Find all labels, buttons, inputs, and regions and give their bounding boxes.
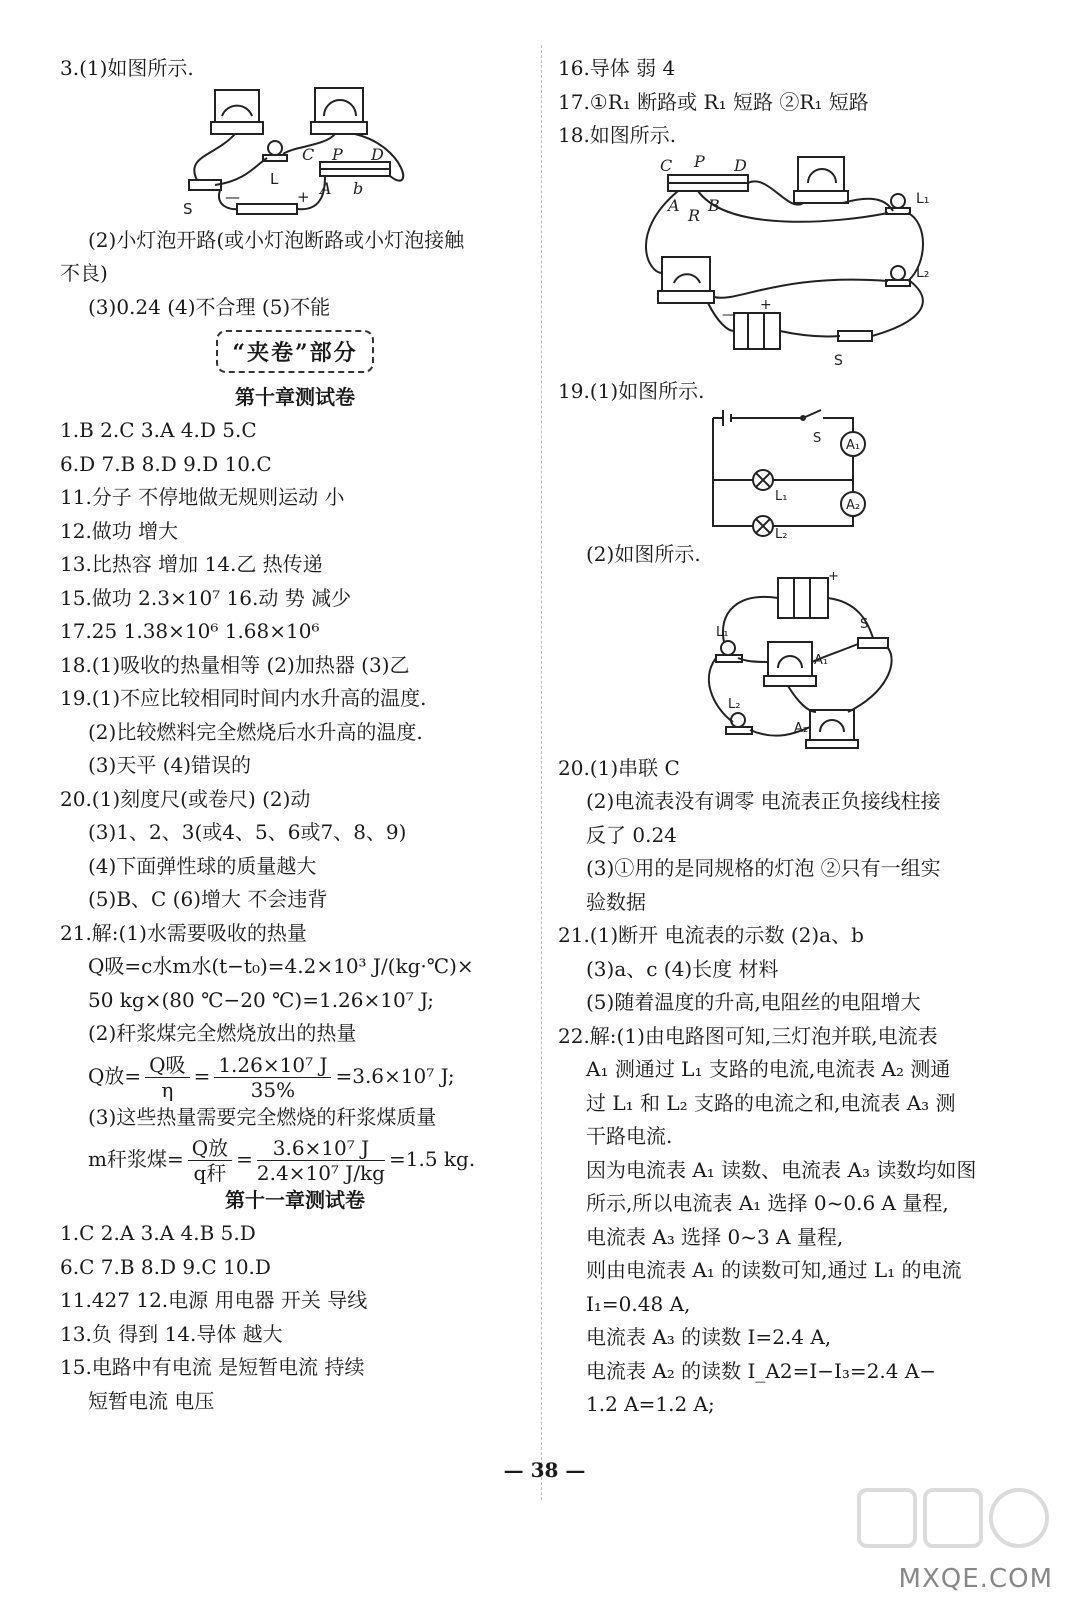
answer-line: 因为电流表 A₁ 读数、电流表 A₃ 读数均如图 bbox=[586, 1157, 977, 1182]
eq2-num2: 3.6×10⁷ J bbox=[257, 1136, 385, 1161]
answer-line: A₁ 测通过 L₁ 支路的电流,电流表 A₂ 测通 bbox=[586, 1057, 951, 1081]
ch10-line: 11.分子 不停地做无规则运动 小 bbox=[60, 485, 345, 509]
q18-label-plus: + bbox=[760, 296, 772, 313]
answer-17: 17.①R₁ 断路或 R₁ 短路 ②R₁ 短路 bbox=[558, 89, 869, 114]
chapter11-title: 第十一章测试卷 bbox=[225, 1188, 365, 1212]
right-column bbox=[558, 52, 1028, 1422]
answer-line: 20.(1)串联 C bbox=[558, 755, 680, 780]
q3-label-a: A bbox=[320, 178, 332, 198]
ch10-line: (3)天平 (4)错误的 bbox=[88, 753, 252, 777]
answer-line: 电流表 A₃ 的读数 I=2.4 A, bbox=[586, 1325, 832, 1349]
q3-label-b: b bbox=[353, 178, 364, 198]
q19-label-l2: L₂ bbox=[775, 527, 788, 538]
section-banner-wrap bbox=[60, 324, 530, 381]
eq1-rhs: =3.6×10⁷ J; bbox=[335, 1063, 455, 1088]
q3-heading: 3.(1)如图所示. bbox=[60, 56, 194, 80]
ch11-line: 13.负 得到 14.导体 越大 bbox=[60, 1321, 283, 1346]
q18-label-d: D bbox=[734, 155, 747, 175]
ammeter-icon bbox=[315, 88, 363, 122]
q3-circuit-figure bbox=[175, 86, 415, 224]
answer-line: (3)①用的是同规格的灯泡 ②只有一组实 bbox=[586, 856, 941, 880]
ch11-line: 1.C 2.A 3.A 4.B 5.D bbox=[60, 1221, 256, 1245]
q3-label-c: C bbox=[302, 144, 315, 164]
eq1-num1: Q吸 bbox=[145, 1053, 189, 1078]
q19-label-a2: A₂ bbox=[846, 498, 861, 513]
ch11-line: 6.C 7.B 8.D 9.C 10.D bbox=[60, 1254, 271, 1279]
answer-line: (5)随着温度的升高,电阻丝的电阻增大 bbox=[586, 990, 921, 1014]
ammeter-a2-icon bbox=[810, 710, 854, 740]
switch-icon bbox=[838, 331, 872, 341]
equation-mass bbox=[60, 1134, 530, 1184]
q19b-label-s: S bbox=[860, 616, 869, 632]
ch10-line: (5)B、C (6)增大 不会违背 bbox=[88, 887, 328, 911]
ch10-line: (4)下面弹性球的质量越大 bbox=[88, 853, 317, 878]
answer-line: 验数据 bbox=[586, 889, 646, 914]
ch10-line: (2)秆浆煤完全燃烧放出的热量 bbox=[88, 1021, 357, 1045]
battery-icon bbox=[237, 204, 297, 214]
eq2-mid: = bbox=[236, 1147, 253, 1171]
q18-label-minus: — bbox=[722, 306, 736, 323]
ch11-line: 11.427 12.电源 用电器 开关 导线 bbox=[60, 1288, 368, 1312]
answer-line: 21.(1)断开 电流表的示数 (2)a、b bbox=[558, 923, 864, 947]
ch10-line: 20.(1)刻度尺(或卷尺) (2)动 bbox=[60, 786, 311, 811]
ch11-line: 短暂电流 电压 bbox=[88, 1388, 215, 1413]
watermark-text: MXQE.COM bbox=[898, 1564, 1053, 1594]
ch10-line: 15.做功 2.3×10⁷ 16.动 势 减少 bbox=[60, 585, 352, 610]
ch10-line: 21.解:(1)水需要吸收的热量 bbox=[60, 920, 307, 945]
q19-circuit-diagram bbox=[703, 408, 883, 538]
q18-label-r: R bbox=[688, 205, 701, 225]
answer-19-part1: 19.(1)如图所示. bbox=[558, 378, 705, 403]
answer-line: 1.2 A=1.2 A; bbox=[586, 1392, 715, 1416]
q18-label-p: P bbox=[694, 152, 705, 171]
answer-line: 电流表 A₃ 选择 0~3 A 量程, bbox=[586, 1224, 844, 1249]
eq2-den1: q秆 bbox=[193, 1161, 227, 1185]
q3-label-minus: — bbox=[225, 187, 240, 206]
q18-label-l2: L₂ bbox=[916, 264, 930, 281]
q3-label-p: P bbox=[332, 144, 343, 164]
q3-label-l: L bbox=[270, 169, 279, 188]
left-column bbox=[60, 52, 530, 1418]
eq1-mid: = bbox=[193, 1063, 211, 1088]
ch10-line: 18.(1)吸收的热量相等 (2)加热器 (3)乙 bbox=[60, 652, 410, 677]
answer-line: I₁=0.48 A, bbox=[586, 1291, 691, 1316]
bulb-l2-icon bbox=[731, 713, 745, 727]
section-banner: “夹卷”部分 bbox=[216, 330, 373, 373]
eq2-num1: Q放 bbox=[188, 1136, 232, 1161]
eq1-num2: 1.26×10⁷ J bbox=[214, 1053, 331, 1078]
q3-label-d: D bbox=[371, 144, 384, 164]
ch10-line: 50 kg×(80 ℃−20 ℃)=1.26×10⁷ J; bbox=[88, 987, 435, 1012]
eq1-den1: η bbox=[161, 1077, 174, 1102]
column-divider bbox=[541, 45, 542, 1500]
q19b-label-a2: A₂ bbox=[794, 720, 809, 736]
ch10-q21-part3: (3)这些热量需要完全燃烧的秆浆煤质量 bbox=[88, 1104, 437, 1129]
q19-label-s: S bbox=[813, 431, 822, 446]
ch10-line: 12.做功 增大 bbox=[60, 518, 179, 543]
q18-label-s: S bbox=[834, 352, 843, 369]
q3-label-plus: + bbox=[297, 187, 310, 206]
q3-part2-line2: 不良) bbox=[60, 261, 108, 285]
ch10-line: 6.D 7.B 8.D 9.D 10.C bbox=[60, 451, 272, 476]
chapter10-title: 第十章测试卷 bbox=[235, 385, 355, 409]
q19-label-l1: L₁ bbox=[775, 489, 788, 504]
answer-16: 16.导体 弱 4 bbox=[558, 56, 676, 80]
answer-line: 干路电流. bbox=[586, 1124, 673, 1148]
battery-icon bbox=[734, 313, 780, 349]
q18-label-c: C bbox=[660, 155, 673, 175]
ch10-line: (3)1、2、3(或4、5、6或7、8、9) bbox=[88, 820, 407, 844]
ch10-line: 17.25 1.38×10⁶ 1.68×10⁶ bbox=[60, 619, 320, 643]
answer-line: 所示,所以电流表 A₁ 选择 0~0.6 A 量程, bbox=[586, 1191, 949, 1215]
answer-line: 反了 0.24 bbox=[586, 822, 677, 847]
ch10-line: (2)比较燃料完全燃烧后水升高的温度. bbox=[88, 719, 423, 744]
page-number: — 38 — bbox=[503, 1458, 586, 1482]
answer-line: (3)a、c (4)长度 材料 bbox=[586, 956, 779, 981]
battery-icon bbox=[778, 578, 828, 618]
q3-part2-line1: (2)小灯泡开路(或小灯泡断路或小灯泡接触 bbox=[88, 227, 465, 252]
q3-part3: (3)0.24 (4)不合理 (5)不能 bbox=[88, 294, 331, 319]
ch10-line: 13.比热容 增加 14.乙 热传递 bbox=[60, 552, 323, 576]
ammeter-a1-icon bbox=[768, 642, 812, 676]
switch-icon bbox=[858, 638, 888, 648]
ch11-line: 15.电路中有电流 是短暂电流 持续 bbox=[60, 1355, 365, 1379]
q19b-label-l1: L₁ bbox=[716, 624, 729, 640]
q3-label-s: S bbox=[183, 199, 193, 218]
q18-label-l1: L₁ bbox=[916, 190, 930, 207]
q19-label-a1: A₁ bbox=[846, 438, 861, 453]
eq1-frac1 bbox=[145, 1053, 189, 1102]
bulb-l2-icon bbox=[891, 266, 905, 280]
q19-physical-circuit-figure bbox=[688, 572, 898, 752]
eq2-frac1 bbox=[188, 1136, 232, 1185]
eq2-den2: 2.4×10⁷ J/kg bbox=[256, 1161, 385, 1185]
q19b-label-l2: L₂ bbox=[728, 696, 741, 712]
eq1-frac2 bbox=[214, 1053, 331, 1102]
eq2-lhs: m秆浆煤= bbox=[88, 1147, 184, 1171]
ch10-line: 19.(1)不应比较相同时间内水升高的温度. bbox=[60, 686, 427, 710]
q19b-label-a1: A₁ bbox=[814, 652, 829, 668]
answer-line: (2)电流表没有调零 电流表正负接线柱接 bbox=[586, 789, 941, 813]
bulb-l1-icon bbox=[721, 641, 735, 655]
answer-18-heading: 18.如图所示. bbox=[558, 123, 677, 147]
answer-line: 则由电流表 A₁ 的读数可知,通过 L₁ 的电流 bbox=[586, 1258, 962, 1282]
q18-circuit-figure bbox=[638, 153, 948, 375]
q18-label-b: B bbox=[708, 195, 720, 215]
ch10-line: 1.B 2.C 3.A 4.D 5.C bbox=[60, 418, 257, 442]
ch10-line: Q吸=c水m水(t−t₀)=4.2×10³ J/(kg·℃)× bbox=[88, 954, 474, 978]
eq2-frac2 bbox=[257, 1136, 385, 1185]
answer-19-part2: (2)如图所示. bbox=[586, 542, 701, 566]
bulb-icon bbox=[268, 141, 282, 155]
voltmeter-icon bbox=[798, 157, 844, 191]
answer-line: 22.解:(1)由电路图可知,三灯泡并联,电流表 bbox=[558, 1023, 938, 1048]
equation-q-released bbox=[60, 1051, 530, 1101]
eq2-rhs: =1.5 kg. bbox=[388, 1147, 476, 1171]
q19b-label-plus: + bbox=[828, 571, 839, 584]
answer-line: 过 L₁ 和 L₂ 支路的电流之和,电流表 A₃ 测 bbox=[586, 1090, 956, 1115]
eq1-lhs: Q放= bbox=[88, 1063, 142, 1088]
answer-line: 电流表 A₂ 的读数 I_A2=I−I₃=2.4 A− bbox=[586, 1358, 937, 1383]
eq1-den2: 35% bbox=[250, 1077, 296, 1102]
q18-label-a: A bbox=[668, 195, 680, 215]
bulb-l1-icon bbox=[891, 194, 905, 208]
